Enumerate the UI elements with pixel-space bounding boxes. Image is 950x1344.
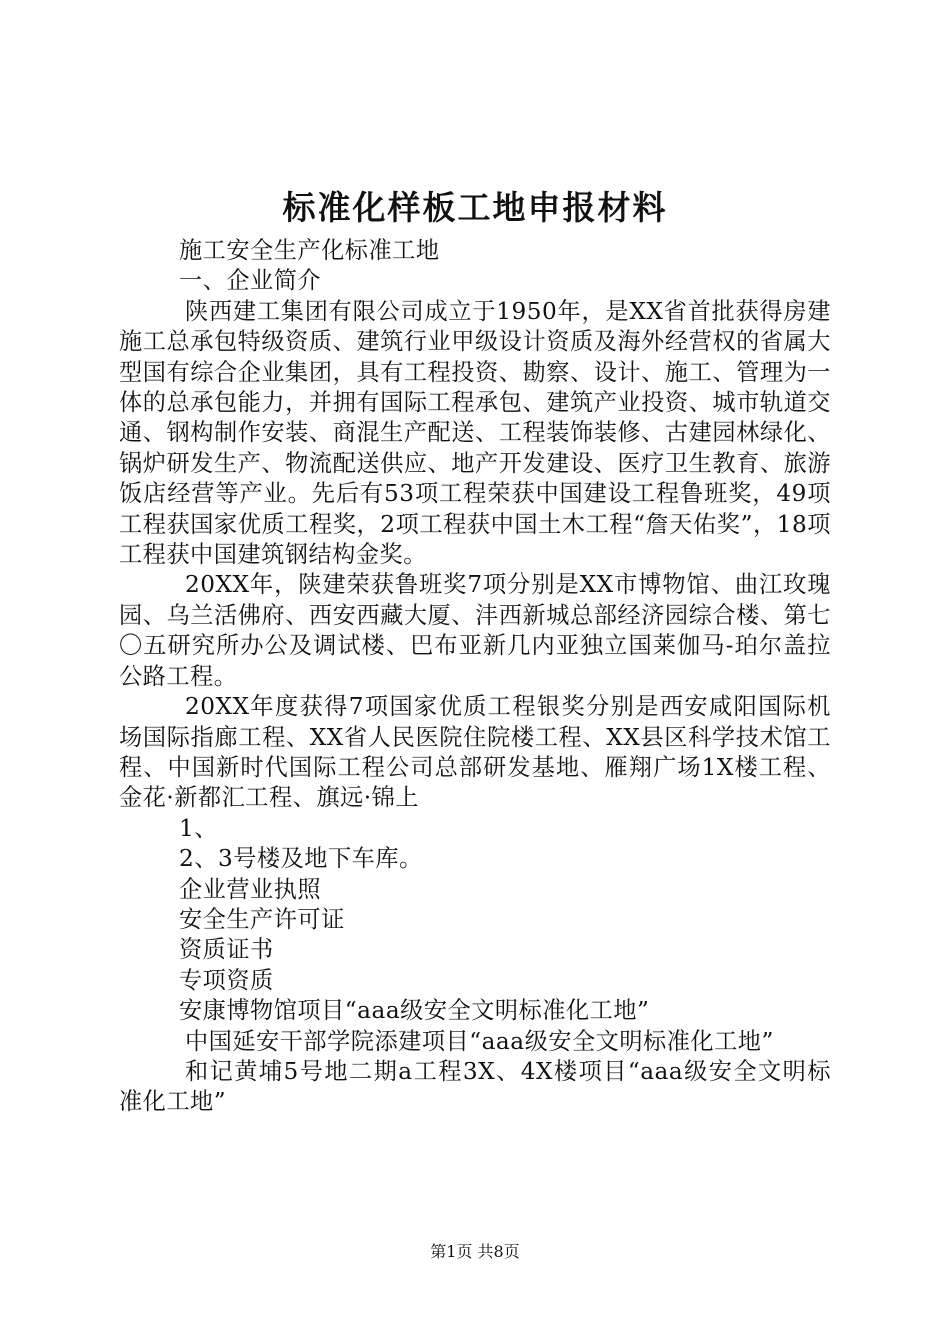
document-body [119, 236, 831, 1118]
list-item: 和记黄埔5号地二期a工程3X、4X楼项目“aaa级安全文明标准化工地” [119, 1057, 831, 1116]
list-item: 安全生产许可证 [179, 905, 345, 933]
list-item: 资质证书 [179, 936, 274, 964]
body-paragraph: 20XX年度获得7项国家优质工程银奖分别是西安咸阳国际机场国际指廊工程、XX省人民医院住院楼工程、XX县区科学技术馆工程、中国新时代国际工程公司总部研发基地、雁翔广场1X楼工程、金花·新都汇工程、旗远·锦上 [119, 693, 831, 812]
list-item: 安康博物馆项目“aaa级安全文明标准化工地” [179, 997, 650, 1025]
body-paragraph: 20XX年，陕建荣获鲁班奖7项分别是XX市博物馆、曲江玫瑰园、乌兰活佛府、西安西藏大厦、沣西新城总部经济园综合楼、第七〇五研究所办公及调试楼、巴布亚新几内亚独立国莱伽马-珀尔盖拉公路工程。 [119, 571, 831, 690]
subtitle-paragraph: 施工安全生产化标准工地 [179, 237, 440, 264]
section-heading: 一、企业简介 [179, 267, 322, 295]
list-item: 专项资质 [179, 966, 274, 994]
list-item: 1、 [179, 814, 218, 842]
body-paragraph: 陕西建工集团有限公司成立于1950年，是XX省首批获得房建施工总承包特级资质、建筑行业甲级设计资质及海外经营权的省属大型国有综合企业集团，具有工程投资、勘察、设计、施工、管理为一体的总承包能力，并拥有国际工程承包、建筑产业投资、城市轨道交通、钢构制作安装、商混生产配送、工程装饰装修、古建园林绿化、锅炉研发生产、物流配送供应、地产开发建设、医疗卫生教育、旅游饭店经营等产业。先后有53项工程荣获中国建设工程鲁班奖，49项工程获国家优质工程奖，2项工程获中国土木工程“詹天佑奖”，18项工程获中国建筑钢结构金奖。 [119, 297, 831, 569]
list-item: 2、3号楼及地下车库。 [179, 845, 423, 873]
document-title: 标准化样板工地申报材料 [282, 188, 668, 227]
page-footer: 第1页 共8页 [430, 1242, 520, 1261]
list-item: 中国延安干部学院添建项目“aaa级安全文明标准化工地” [185, 1027, 774, 1055]
list-item: 企业营业执照 [179, 875, 322, 903]
